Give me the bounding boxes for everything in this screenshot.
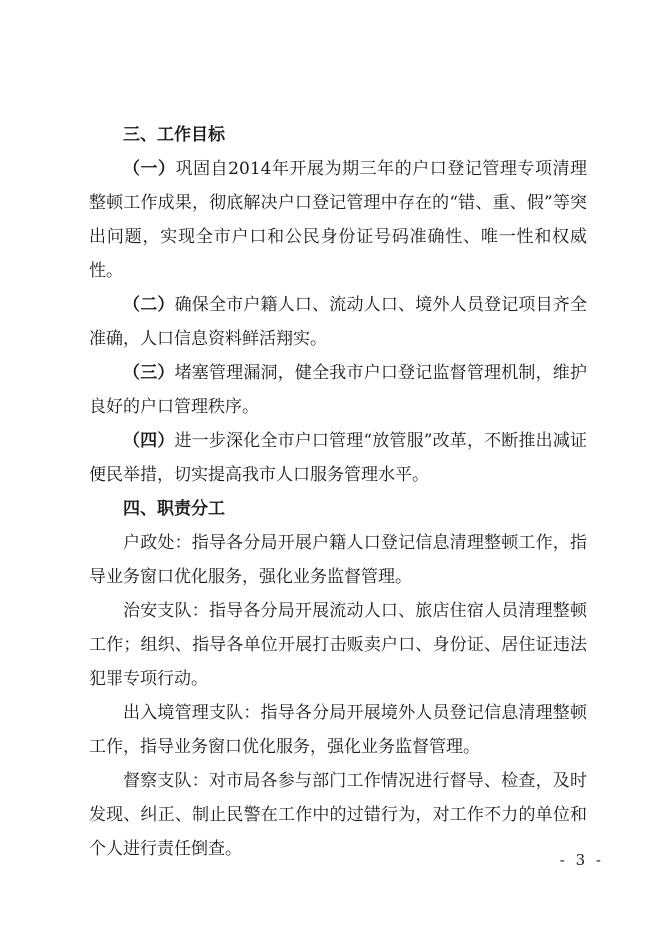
goal-paragraph-4 [89, 424, 587, 492]
goal-text-3: 堵塞管理漏洞，健全我市户口登记监督管理机制，维护良好的户口管理秩序。 [89, 363, 588, 417]
duty-paragraph-public-security: 治安支队：指导各分局开展流动人口、旅店住宿人员清理整顿工作；组织、指导各单位开展打击贩卖户口、身份证、居住证违法犯罪专项行动。 [89, 601, 587, 689]
section-heading-responsibilities: 四、职责分工 [123, 499, 225, 519]
goal-text-1: 巩固自2014年开展为期三年的户口登记管理专项清理整顿工作成果，彻底解决户口登记管理中存在的“错、重、假”等突出问题，实现全市户口和公民身份证号码准确性、唯一性和权威性。 [89, 159, 587, 281]
page-number: - 3 - [559, 851, 604, 869]
document-body [89, 118, 587, 866]
goal-label-3: （三） [123, 363, 175, 383]
goal-text-4: 进一步深化全市户口管理“放管服”改革，不断推出减证便民举措，切实提高我市人口服务管理水平。 [89, 431, 587, 485]
duty-paragraph-household-registration: 户政处：指导各分局开展户籍人口登记信息清理整顿工作，指导业务窗口优化服务，强化业务监督管理。 [89, 533, 587, 587]
goal-label-2: （二） [123, 295, 175, 315]
goal-label-1: （一） [123, 159, 176, 179]
goal-text-2: 确保全市户籍人口、流动人口、境外人员登记项目齐全准确，人口信息资料鲜活翔实。 [89, 295, 588, 349]
duty-paragraph-exit-entry: 出入境管理支队：指导各分局开展境外人员登记信息清理整顿工作，指导业务窗口优化服务，强化业务监督管理。 [89, 703, 587, 757]
goal-paragraph-1 [89, 152, 587, 288]
goal-label-4: （四） [123, 431, 175, 451]
goal-paragraph-3 [89, 356, 587, 424]
section-heading-work-goals: 三、工作目标 [123, 125, 225, 145]
duty-paragraph-inspection: 督察支队：对市局各参与部门工作情况进行督导、检查，及时发现、纠正、制止民警在工作中的过错行为，对工作不力的单位和个人进行责任倒查。 [89, 771, 587, 859]
goal-paragraph-2 [89, 288, 587, 356]
